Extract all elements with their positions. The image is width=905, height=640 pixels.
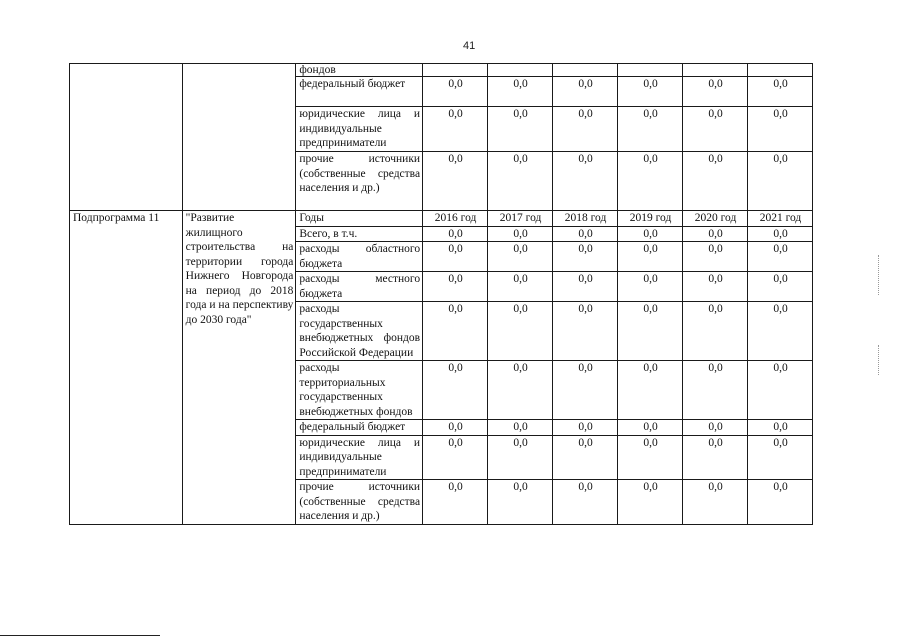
value-cell: 0,0 <box>748 226 813 242</box>
value-cell: 0,0 <box>423 302 488 361</box>
value-cell: 0,0 <box>748 152 813 211</box>
value-cell: 0,0 <box>423 242 488 272</box>
source-cell: прочие источники (собственные средства населения и др.) <box>296 480 423 525</box>
table-row <box>70 64 813 77</box>
footnote-rule <box>0 635 160 636</box>
value-cell: 0,0 <box>748 272 813 302</box>
scan-artifact <box>878 255 885 295</box>
value-cell: 0,0 <box>553 107 618 152</box>
value-cell: 0,0 <box>618 107 683 152</box>
value-cell: 0,0 <box>488 272 553 302</box>
year-header: 2021 год <box>748 211 813 227</box>
year-header: 2017 год <box>488 211 553 227</box>
year-header: 2016 год <box>423 211 488 227</box>
years-header: Годы <box>296 211 423 227</box>
value-cell: 0,0 <box>683 272 748 302</box>
value-cell: 0,0 <box>748 420 813 436</box>
value-cell: 0,0 <box>683 107 748 152</box>
value-cell: 0,0 <box>748 77 813 107</box>
source-cell: федеральный бюджет <box>296 77 423 107</box>
value-cell: 0,0 <box>488 226 553 242</box>
value-cell: 0,0 <box>553 242 618 272</box>
value-cell: 0,0 <box>683 226 748 242</box>
value-cell: 0,0 <box>683 152 748 211</box>
value-cell: 0,0 <box>423 77 488 107</box>
value-cell: 0,0 <box>618 435 683 480</box>
source-cell: расходы государственных внебюджетных фондов Российской Федерации <box>296 302 423 361</box>
value-cell <box>553 64 618 77</box>
value-cell: 0,0 <box>683 77 748 107</box>
value-cell: 0,0 <box>618 226 683 242</box>
value-cell: 0,0 <box>553 152 618 211</box>
value-cell <box>423 64 488 77</box>
value-cell: 0,0 <box>488 480 553 525</box>
source-cell: юридические лица и индивидуальные предприниматели <box>296 435 423 480</box>
value-cell: 0,0 <box>488 420 553 436</box>
value-cell: 0,0 <box>683 480 748 525</box>
prev-program-cell <box>70 64 183 211</box>
value-cell: 0,0 <box>553 302 618 361</box>
value-cell: 0,0 <box>423 226 488 242</box>
year-header: 2018 год <box>553 211 618 227</box>
prev-program-name-cell <box>182 64 296 211</box>
value-cell: 0,0 <box>488 107 553 152</box>
value-cell: 0,0 <box>748 435 813 480</box>
value-cell: 0,0 <box>423 480 488 525</box>
year-header: 2019 год <box>618 211 683 227</box>
value-cell: 0,0 <box>748 302 813 361</box>
value-cell: 0,0 <box>553 420 618 436</box>
value-cell: 0,0 <box>488 302 553 361</box>
source-cell: расходы территориальных государственных внебюджетных фондов <box>296 361 423 420</box>
value-cell: 0,0 <box>618 272 683 302</box>
subprogram-name: "Развитие жилищного строительства на территории города Нижнего Новгорода на период до 2018 года и на перспективу до 2030 года" <box>182 211 296 525</box>
value-cell: 0,0 <box>423 435 488 480</box>
value-cell: 0,0 <box>488 435 553 480</box>
source-cell: Всего, в т.ч. <box>296 226 423 242</box>
scan-artifact <box>878 345 885 375</box>
value-cell: 0,0 <box>553 435 618 480</box>
value-cell <box>683 64 748 77</box>
value-cell: 0,0 <box>618 361 683 420</box>
page-number: 41 <box>463 40 476 52</box>
value-cell: 0,0 <box>748 107 813 152</box>
value-cell: 0,0 <box>748 361 813 420</box>
value-cell: 0,0 <box>423 420 488 436</box>
value-cell: 0,0 <box>683 420 748 436</box>
value-cell: 0,0 <box>553 272 618 302</box>
value-cell <box>748 64 813 77</box>
value-cell: 0,0 <box>488 152 553 211</box>
source-cell: расходы местного бюджета <box>296 272 423 302</box>
value-cell: 0,0 <box>683 302 748 361</box>
budget-table <box>69 63 813 525</box>
value-cell: 0,0 <box>488 242 553 272</box>
value-cell: 0,0 <box>423 361 488 420</box>
subprogram-label: Подпрограмма 11 <box>70 211 183 525</box>
table-row-header <box>70 211 813 227</box>
source-cell: фондов <box>296 64 423 77</box>
value-cell: 0,0 <box>423 107 488 152</box>
value-cell: 0,0 <box>618 77 683 107</box>
value-cell: 0,0 <box>683 435 748 480</box>
value-cell: 0,0 <box>553 480 618 525</box>
value-cell: 0,0 <box>488 361 553 420</box>
value-cell: 0,0 <box>553 77 618 107</box>
value-cell <box>618 64 683 77</box>
source-cell: федеральный бюджет <box>296 420 423 436</box>
value-cell: 0,0 <box>618 242 683 272</box>
value-cell: 0,0 <box>618 480 683 525</box>
value-cell: 0,0 <box>553 226 618 242</box>
value-cell: 0,0 <box>553 361 618 420</box>
value-cell: 0,0 <box>683 242 748 272</box>
value-cell: 0,0 <box>683 361 748 420</box>
source-cell: расходы областного бюджета <box>296 242 423 272</box>
source-cell: прочие источники (собственные средства населения и др.) <box>296 152 423 211</box>
value-cell: 0,0 <box>618 152 683 211</box>
value-cell: 0,0 <box>423 152 488 211</box>
value-cell: 0,0 <box>748 242 813 272</box>
source-cell: юридические лица и индивидуальные предприниматели <box>296 107 423 152</box>
value-cell: 0,0 <box>488 77 553 107</box>
year-header: 2020 год <box>683 211 748 227</box>
value-cell: 0,0 <box>748 480 813 525</box>
value-cell: 0,0 <box>618 302 683 361</box>
value-cell: 0,0 <box>618 420 683 436</box>
value-cell: 0,0 <box>423 272 488 302</box>
value-cell <box>488 64 553 77</box>
